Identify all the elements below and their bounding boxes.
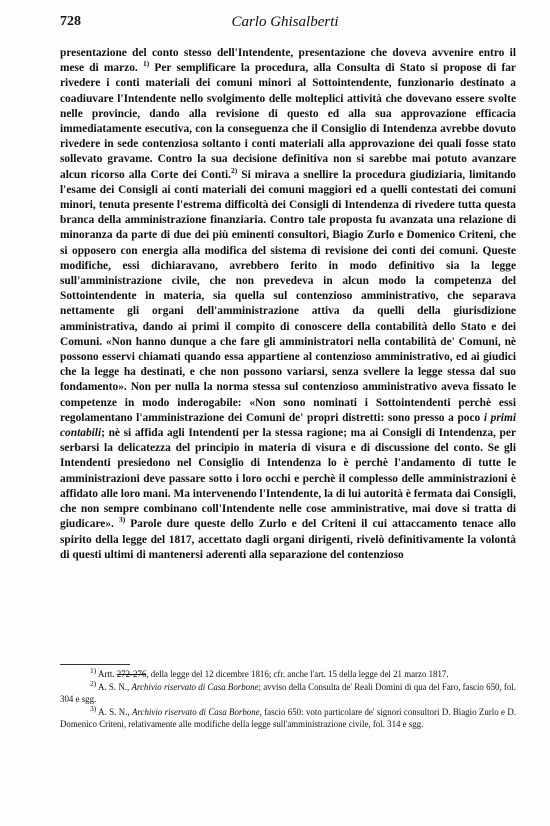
body-paragraph	[60, 46, 516, 563]
page-header	[60, 14, 510, 34]
footnote-ref: 1)	[142, 59, 150, 69]
footnote	[60, 678, 516, 706]
page-number: 728	[60, 14, 81, 29]
footnote	[60, 668, 516, 681]
footnote-text: , della legge del 12 dicembre 1816; cfr. anche l'art. 15 della legge del 21 marzo 1817.	[146, 669, 449, 679]
footnote-number: 1)	[90, 666, 97, 676]
footnote-number: 2)	[90, 678, 97, 688]
running-title: Carlo Ghisalberti	[231, 14, 339, 30]
footnote-text: ; avviso della Consulta de' Reali Domini di qua del Faro, fascio 650, fol. 304 e sgg.	[60, 681, 516, 705]
body-segment: Parole dure queste dello Zurlo e del Criteni il cui attaccamento tenace allo spirito della legge del 1817, accettato dagli organi dirigenti, rivelò definitivamente la volontà di questi ultimi di mantenersi aderenti alla separazione del contenzioso	[60, 518, 516, 561]
footnote-struck-text: 272-276	[116, 669, 147, 679]
footnote-rule	[60, 664, 130, 665]
footnote-number: 3)	[90, 703, 97, 713]
footnote-text: A. S. N.,	[98, 681, 132, 692]
body-segment: Si mirava a snellire la procedura giudiziaria, limitando l'esame dei Consigli ai conti materiali dei comuni maggiori ed a quelli contestati dei comuni minori, tenuta presente l'estrema difficoltà dei Consigli di Intendenza di rivedere tutta questa branca della amministrazione finanziaria. Contro tale proposta fu avanzata una relazione di minoranza da parte di due dei più eminenti consultori, Biagio Zurlo e Domenico Criteni, che si opposero con energia alla modifica del sistema di revisione dei conti dei comuni. Queste modifiche, essi dichiaravano, avrebbero ferito in modo definitivo sia la legge sull'amministrazione civile, che non prevedeva in alcun modo la competenza del Sottointendente in materia, sia quella sul contenzioso amministrativo, che separava nettamente gli organi dell'amministrazione attiva da quelli della giurisdizione amministrativa, dando ai primi il compito di conoscere della contabilità dello Stato e dei Comuni. «Non hanno dunque a che fare gli amministratori nella contabilità de' Comuni, nè possono esservi chiamati quando essa appartiene al contenzioso amministrativo, ed ai giudici che la legge ha destinati, e che non possono variarsi, senza svellere la legge stessa dal suo fondamento». Non per nulla la norma stessa sul contenzioso amministrativo aveva fissato le competenze in modo inderogabile: «Non sono nominati i Sottointendenti perchè essi regolamentano l'amministrazione dei Comuni de' propri distretti: sono presso a poco	[60, 168, 516, 424]
footnote-italic: Archivio riservato di Casa Borbone	[132, 706, 260, 717]
footnote-italic: Archivio riservato di Casa Borbone	[131, 681, 259, 692]
footnotes	[60, 668, 516, 731]
footnote-ref: 2)	[230, 165, 238, 175]
italic-phrase: i primi contabili	[60, 411, 516, 440]
footnote-ref: 3)	[118, 515, 126, 525]
footnote-text: A. S. N.,	[98, 706, 132, 717]
body-segment: presentazione del conto stesso dell'Intendente, presentazione che doveva avvenire entro il mese di marzo.	[60, 47, 516, 75]
body-segment: ; nè si affida agli Intendenti per la stessa ragione; ma ai Consigli di Intendenza, per serbarsi la delicatezza del principio in materia di visura e di discussione del conto. Se gli Intendenti presiedono nel Consiglio di Intendenza lo è perchè l'andamento di tutte le amministrazioni deve passare sotto i loro occhi e perchè il complesso delle amministrazioni è affidato alle loro mani. Ma intervenendo l'Intendente, la di lui autorità è fermata dai Consigli, che non sempre combinano coll'Intendente nelle cose amministrative, mai dove si tratta di giudicare».	[60, 427, 516, 531]
footnote	[60, 703, 516, 731]
footnote-text: Artt.	[97, 669, 117, 679]
footnote-text: , fascio 650: voto particolare de' signori consultori D. Biagio Zurlo e D. Domenico Criteni, relativamente alle modifiche della legge sull'amministrazione civile, fol. 314 e sgg.	[60, 706, 516, 730]
body-segment: Per semplificare la procedura, alla Consulta di Stato si propose di far rivedere i conti materiali dei comuni minori al Sottointendente, funzionario destinato a coadiuvare l'Intendente nello svolgimento delle molteplici attività che dovevano essere svolte nelle provincie, dando alla revisione di questo ed alla sua approvazione efficacia immediatamente esecutiva, con la conseguenza che il Consiglio di Intendenza avrebbe dovuto rivedere in sede contenziosa soltanto i conti materiali alla approvazione dei quali fosse stato sollevato gravame. Contro la sua decisione definitiva non si sarebbe mai potuto avanzare alcun ricorso alla Corte dei Conti.	[60, 62, 516, 181]
body-text	[60, 46, 516, 563]
